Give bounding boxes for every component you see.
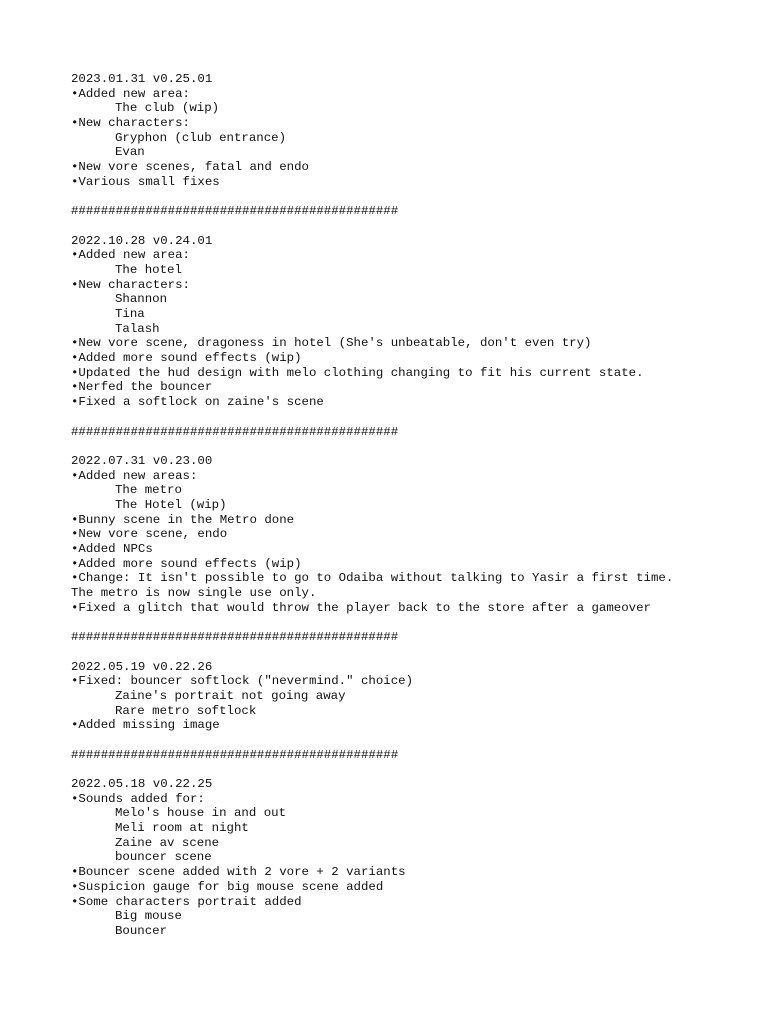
changelog-subitem: Shannon	[115, 292, 168, 307]
changelog-subitem: Big mouse	[115, 909, 182, 924]
blank-line	[71, 762, 751, 777]
blank-line	[71, 219, 751, 234]
section-separator: ############################################	[71, 424, 399, 439]
changelog-subitem: The club (wip)	[115, 101, 220, 116]
changelog-item: •Some characters portrait added	[71, 894, 302, 909]
blank-line	[71, 645, 751, 660]
changelog-entry	[71, 660, 751, 733]
changelog-subitem: Rare metro softlock	[115, 703, 257, 718]
section-separator: ############################################	[71, 747, 399, 762]
changelog-subitem: Melo's house in and out	[115, 806, 287, 821]
blank-line	[71, 410, 751, 425]
changelog-item: •Various small fixes	[71, 174, 220, 189]
changelog-item: •Added new areas:	[71, 468, 198, 483]
section-separator: ############################################	[71, 204, 399, 219]
changelog-subitem: Zaine's portrait not going away	[115, 688, 346, 703]
changelog-item: The metro is now single use only.	[71, 586, 317, 601]
changelog-item: •Bunny scene in the Metro done	[71, 512, 295, 527]
changelog-item: •Fixed a glitch that would throw the player back to the store after a gameover	[71, 600, 651, 615]
changelog-item: •Fixed: bouncer softlock ("nevermind." choice)	[71, 674, 414, 689]
changelog-subitem: The hotel	[115, 262, 182, 277]
changelog-item: •Nerfed the bouncer	[71, 380, 213, 395]
changelog-subitem: Evan	[115, 145, 145, 160]
changelog-subitem: The metro	[115, 483, 182, 498]
changelog-item: •Added missing image	[71, 718, 220, 733]
version-header: 2022.10.28 v0.24.01	[71, 233, 213, 248]
blank-line	[71, 733, 751, 748]
changelog-subitem: Tina	[115, 307, 145, 321]
changelog-subitem: Gryphon (club entrance)	[115, 130, 287, 145]
blank-line	[71, 439, 751, 454]
changelog-subitem: Bouncer	[115, 923, 168, 938]
changelog-item: •New characters:	[71, 277, 190, 292]
changelog-item: •Added new area:	[71, 86, 190, 101]
version-header: 2023.01.31 v0.25.01	[71, 72, 213, 86]
version-header: 2022.05.19 v0.22.26	[71, 659, 213, 674]
changelog-item: •New vore scene, dragoness in hotel (She's unbeatable, don't even try)	[71, 336, 592, 351]
changelog-item: •Sounds added for:	[71, 791, 205, 806]
changelog-item: •Added more sound effects (wip)	[71, 351, 302, 366]
changelog-item: •Updated the hud design with melo clothing changing to fit his current state.	[71, 365, 644, 380]
section-separator: ############################################	[71, 630, 399, 645]
changelog-entry	[71, 72, 751, 190]
version-header: 2022.07.31 v0.23.00	[71, 453, 213, 468]
version-header: 2022.05.18 v0.22.25	[71, 777, 213, 791]
changelog-document	[71, 72, 751, 939]
changelog-item: •Change: It isn't possible to go to Odaiba without talking to Yasir a first time.	[71, 571, 674, 586]
changelog-item: •Added new area:	[71, 248, 190, 263]
changelog-item: •Suspicion gauge for big mouse scene added	[71, 879, 384, 894]
changelog-item: •New vore scenes, fatal and endo	[71, 160, 309, 175]
changelog-entry	[71, 454, 751, 616]
changelog-item: •Fixed a softlock on zaine's scene	[71, 395, 324, 410]
changelog-subitem: Talash	[115, 321, 160, 336]
changelog-item: •Added NPCs	[71, 542, 153, 556]
changelog-item: •Bouncer scene added with 2 vore + 2 variants	[71, 865, 406, 880]
blank-line	[71, 615, 751, 630]
changelog-subitem: Meli room at night	[115, 821, 249, 836]
changelog-entry	[71, 777, 751, 939]
changelog-subitem: The Hotel (wip)	[115, 497, 227, 512]
changelog-entry	[71, 234, 751, 410]
changelog-subitem: bouncer scene	[115, 850, 212, 865]
changelog-item: •New vore scene, endo	[71, 527, 228, 542]
blank-line	[71, 190, 751, 205]
changelog-item: •New characters:	[71, 116, 190, 131]
changelog-item: •Added more sound effects (wip)	[71, 556, 302, 571]
changelog-subitem: Zaine av scene	[115, 835, 220, 850]
